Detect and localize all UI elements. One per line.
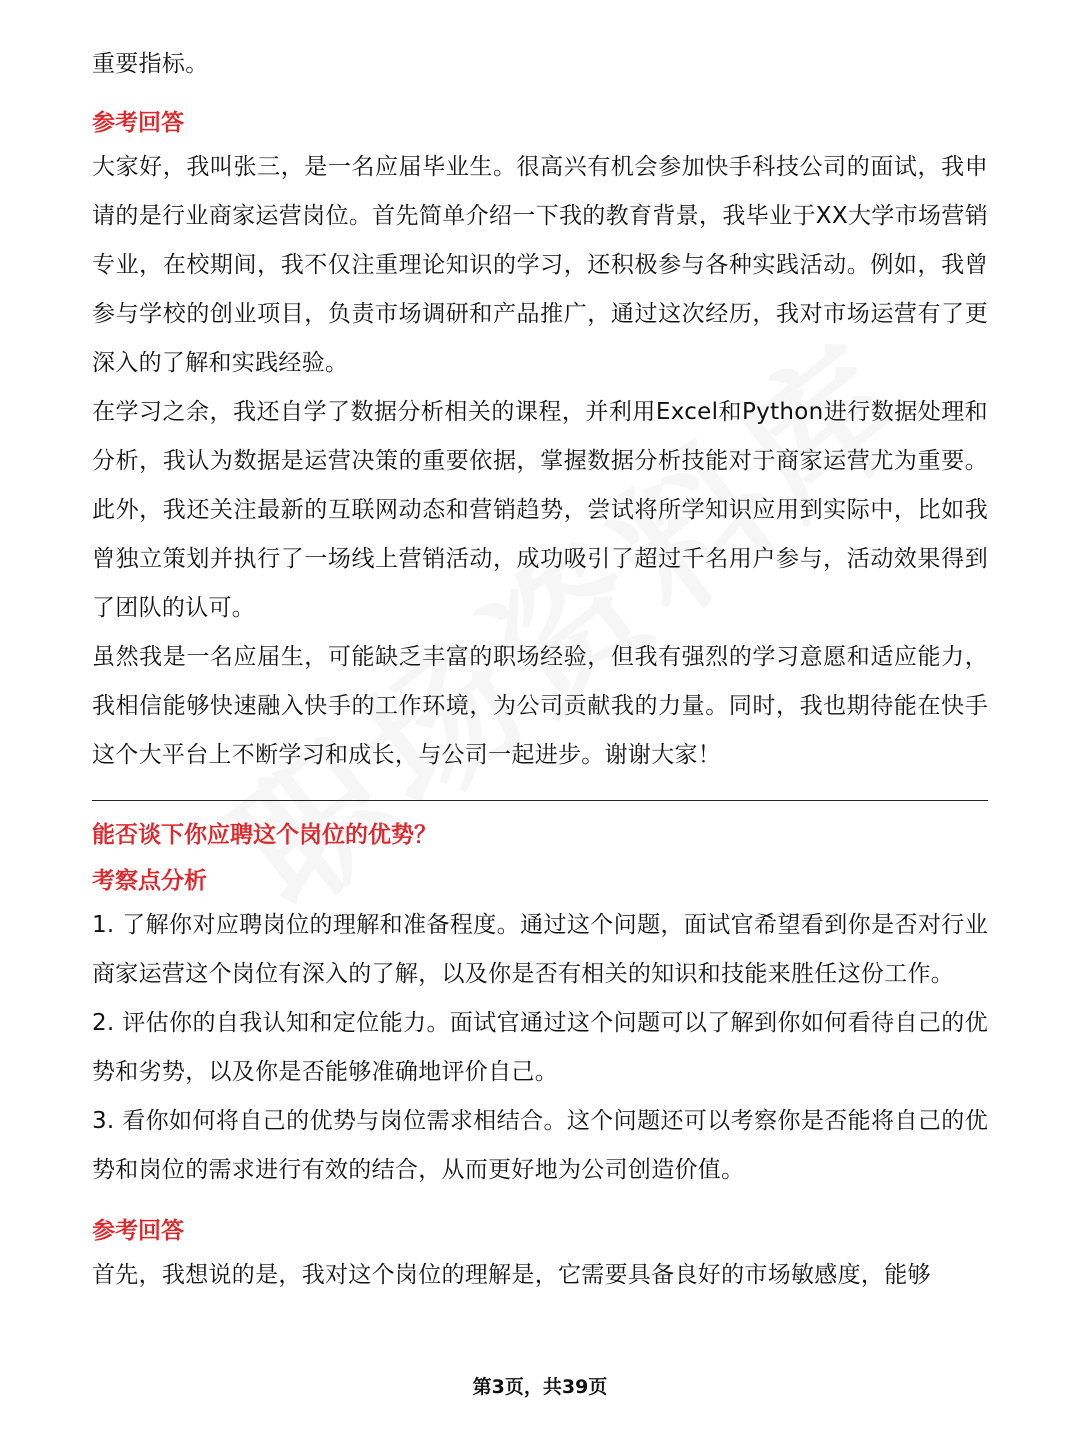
question-heading: 能否谈下你应聘这个岗位的优势？ <box>92 822 437 848</box>
intro-tail-text: 重要指标。 <box>92 51 209 77</box>
answer-paragraph-1: 大家好，我叫张三，是一名应届毕业生。很高兴有机会参加快手科技公司的面试，我申请的是行业商家运营岗位。首先简单介绍一下我的教育背景，我毕业于XX大学市场营销专业，在校期间，我不仅注重理论知识的学习，还积极参与各种实践活动。例如，我曾参与学校的创业项目，负责市场调研和产品推广，通过这次经历，我对市场运营有了更深入的了解和实践经验。 <box>92 154 988 376</box>
answer-paragraph-2: 在学习之余，我还自学了数据分析相关的课程，并利用Excel和Python进行数据处理和分析，我认为数据是运营决策的重要依据，掌握数据分析技能对于商家运营尤为重要。此外，我还关注最新的互联网动态和营销趋势，尝试将所学知识应用到实际中，比如我曾独立策划并执行了一场线上营销活动，成功吸引了超过千名用户参与，活动效果得到了团队的认可。 <box>92 399 988 621</box>
section-divider <box>92 800 988 801</box>
reference-answer-heading-1: 参考回答 <box>92 110 184 136</box>
document-page <box>92 40 988 1300</box>
analysis-point-1: 1. 了解你对应聘岗位的理解和准备程度。通过这个问题，面试官希望看到你是否对行业商家运营这个岗位有深入的了解，以及你是否有相关的知识和技能来胜任这份工作。 <box>92 912 988 987</box>
answer-paragraph-3: 虽然我是一名应届生，可能缺乏丰富的职场经验，但我有强烈的学习意愿和适应能力，我相信能够快速融入快手的工作环境，为公司贡献我的力量。同时，我也期待能在快手这个大平台上不断学习和成长，与公司一起进步。谢谢大家！ <box>92 644 988 768</box>
analysis-point-3: 3. 看你如何将自己的优势与岗位需求相结合。这个问题还可以考察你是否能将自己的优势和岗位的需求进行有效的结合，从而更好地为公司创造价值。 <box>92 1108 988 1183</box>
page-number-footer: 第3页，共39页 <box>472 1376 608 1398</box>
reference-answer-heading-2: 参考回答 <box>92 1218 184 1244</box>
analysis-heading: 考察点分析 <box>92 868 207 894</box>
analysis-point-2: 2. 评估你的自我认知和定位能力。面试官通过这个问题可以了解到你如何看待自己的优势和劣势，以及你是否能够准确地评价自己。 <box>92 1010 988 1085</box>
answer-start-text: 首先，我想说的是，我对这个岗位的理解是，它需要具备良好的市场敏感度，能够 <box>92 1262 931 1288</box>
